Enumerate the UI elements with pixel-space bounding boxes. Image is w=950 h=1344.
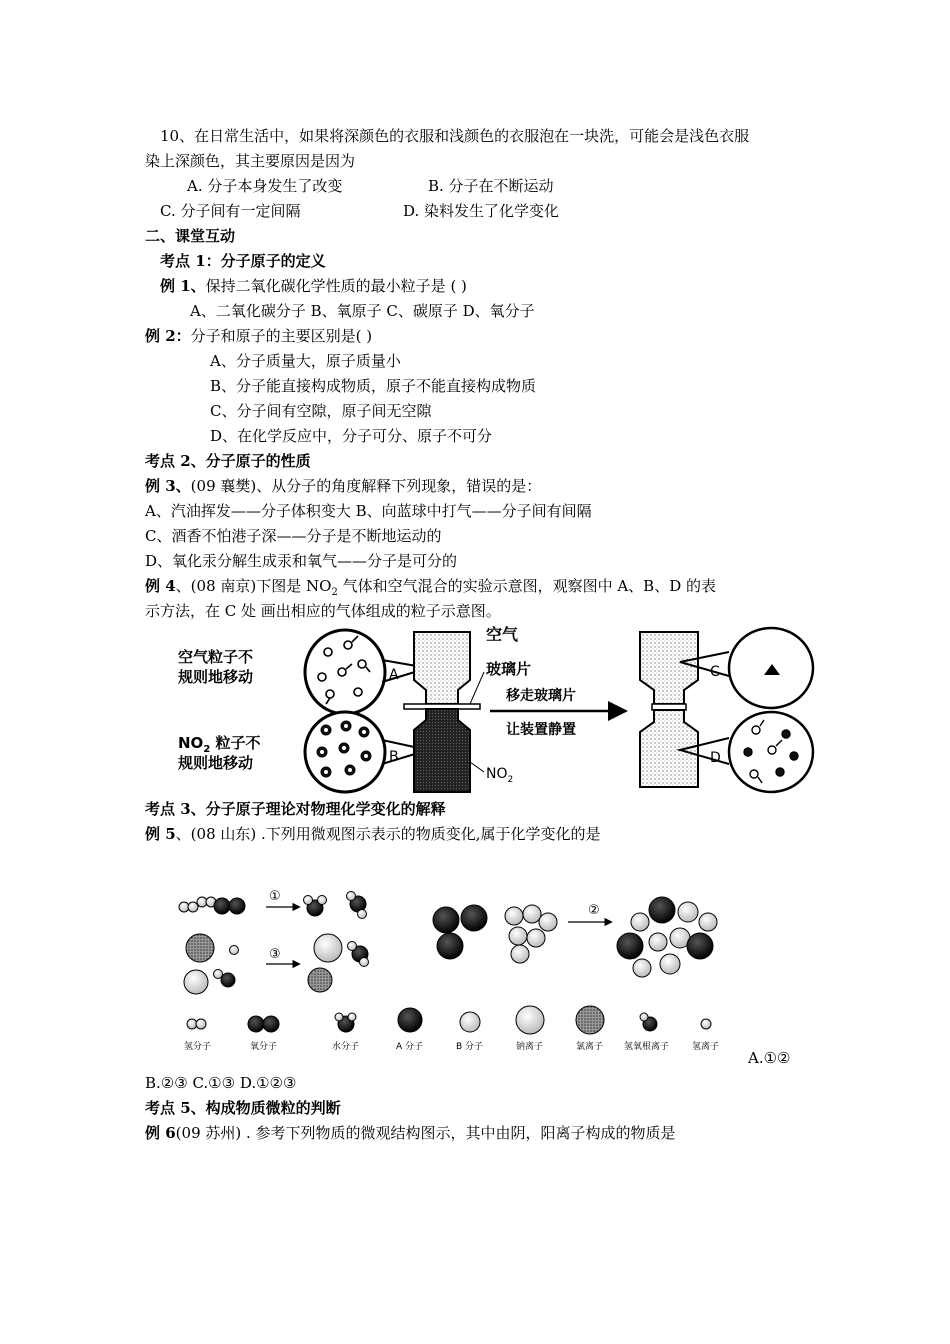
legend-chloride-ion: 氯离子 [576,1042,604,1052]
process-3-products [308,934,369,992]
example-4-stem-line2: 示方法，在 C 处 画出相应的气体组成的粒子示意图。 [145,602,501,620]
example-4-label: 例 4 [145,577,176,595]
example-4-text-a: 、(08 南京)下图是 NO [175,577,332,595]
example-2-stem [145,326,372,346]
legend-hydrogen-molecule: 氢分子 [184,1042,212,1052]
process-2-mark: ② [588,903,600,918]
example-4-text-b: 气体和空气混合的实验示意图，观察图中 A、B、D 的表 [337,577,717,595]
example-4-subscript: 2 [331,587,338,598]
example-1-label: 例 1、 [160,277,206,295]
example-3-text: (09 襄樊)、从分子的角度解释下列现象，错误的是： [190,477,542,495]
example-2-label: 例 2： [145,327,191,345]
glass-label: 玻璃片 [486,660,532,678]
q10-stem-line2: 染上深颜色，其主要原因是因为 [145,152,356,170]
process-3-reactants [184,934,239,994]
no2-label-text: NO [486,766,508,782]
air-particles-label-1: 空气粒子不 [178,648,254,666]
legend-sodium-ion: 钠离子 [516,1042,544,1052]
example-3-label: 例 3、 [145,477,191,495]
example-6-label: 例 6 [145,1124,176,1142]
example-5-option-a: A.①② [748,1049,791,1067]
q10-stem-line1: 10、在日常生活中，如果将深颜色的衣服和浅颜色的衣服泡在一块洗，可能会是浅色衣服 [160,127,750,145]
example-6-text: (09 苏州) . 参考下列物质的微观结构图示，其中由阴，阳离子构成的物质是 [175,1124,676,1142]
example-1-text: 保持二氧化碳化学性质的最小粒子是 ( ) [205,277,467,295]
keypoint-1: 考点 1：分子原子的定义 [160,252,326,270]
microscopic-figure [170,880,760,1055]
process-1-reactants [179,897,245,914]
example-5-text: 、(08 山东) .下列用微观图示表示的物质变化,属于化学变化的是 [175,825,601,843]
example-3-option-c: C、酒香不怕港子深——分子是不断地运动的 [145,527,442,545]
let-stand-label: 让装置静置 [506,722,576,738]
example-6-stem [145,1123,676,1143]
air-bottle [414,632,470,704]
mixed-bottle-top [640,632,698,704]
example-2-option-a: A、分子质量大，原子质量小 [210,352,401,370]
process-1-products [304,892,367,919]
legend-oxygen-molecule: 氧分子 [250,1042,278,1052]
example-5-stem [145,824,601,844]
remove-glass-label: 移走玻璃片 [506,688,576,704]
label-d: D [710,750,721,766]
process-2-products [617,897,717,977]
q10-option-d: D. 染料发生了化学变化 [403,202,560,220]
gas-mixing-figure [170,622,830,794]
example-5-options-bcd: B.②③ C.①③ D.①②③ [145,1074,297,1092]
q10-option-b: B. 分子在不断运动 [428,177,554,195]
example-1-stem [160,276,467,296]
no2-particles-label-subscript: 2 [203,744,211,755]
legend-water-molecule: 水分子 [332,1042,360,1052]
no2-label [486,766,513,785]
q10-option-c: C. 分子间有一定间隔 [160,202,301,220]
legend-icons [187,1006,711,1034]
example-2-text: 分子和原子的主要区别是( ) [190,327,373,345]
legend-hydrogen-ion: 氢离子 [692,1042,720,1052]
process-3-mark: ③ [269,947,281,962]
process-2-reactants [433,905,557,963]
legend-hydroxide-ion: 氢氧根离子 [624,1042,670,1052]
example-2-option-b: B、分子能直接构成物质，原子不能直接构成物质 [210,377,537,395]
no2-particles-label-2: 规则地移动 [178,754,254,772]
process-1-mark: ① [269,889,281,904]
legend-captions [184,1040,719,1052]
label-c: C [710,664,720,680]
keypoint-2: 考点 2、分子原子的性质 [145,452,311,470]
example-5-label: 例 5 [145,825,176,843]
label-b: B [389,749,399,765]
keypoint-5: 考点 5、构成物质微粒的判断 [145,1099,341,1117]
no2-particles-label-text: NO [178,734,204,752]
legend-a-molecule: A 分子 [396,1042,424,1052]
air-particles-label-2: 规则地移动 [178,668,254,686]
legend-b-molecule: B 分子 [456,1042,484,1052]
q10-option-a: A. 分子本身发生了改变 [187,177,343,195]
example-4-stem-line1 [145,576,716,603]
no2-label-subscript: 2 [507,775,514,785]
example-2-option-d: D、在化学反应中，分子可分、原子不可分 [210,427,493,445]
no2-particles-label-1 [178,734,261,755]
example-3-options-ab: A、汽油挥发——分子体积变大 B、向蓝球中打气——分子间有间隔 [145,502,592,520]
keypoint-3: 考点 3、分子原子理论对物理化学变化的解释 [145,800,446,818]
label-a: A [389,667,399,683]
example-3-option-d: D、氧化汞分解生成汞和氧气——分子是可分的 [145,552,458,570]
no2-particles-label-tail: 粒子不 [210,734,261,752]
example-3-stem [145,476,541,496]
example-2-option-c: C、分子间有空隙，原子间无空隙 [210,402,432,420]
section-heading: 二、课堂互动 [145,227,236,245]
example-1-options: A、二氧化碳分子 B、氧原子 C、碳原子 D、氧分子 [190,302,535,320]
no2-bottle [414,709,470,792]
air-label: 空气 [486,625,519,644]
